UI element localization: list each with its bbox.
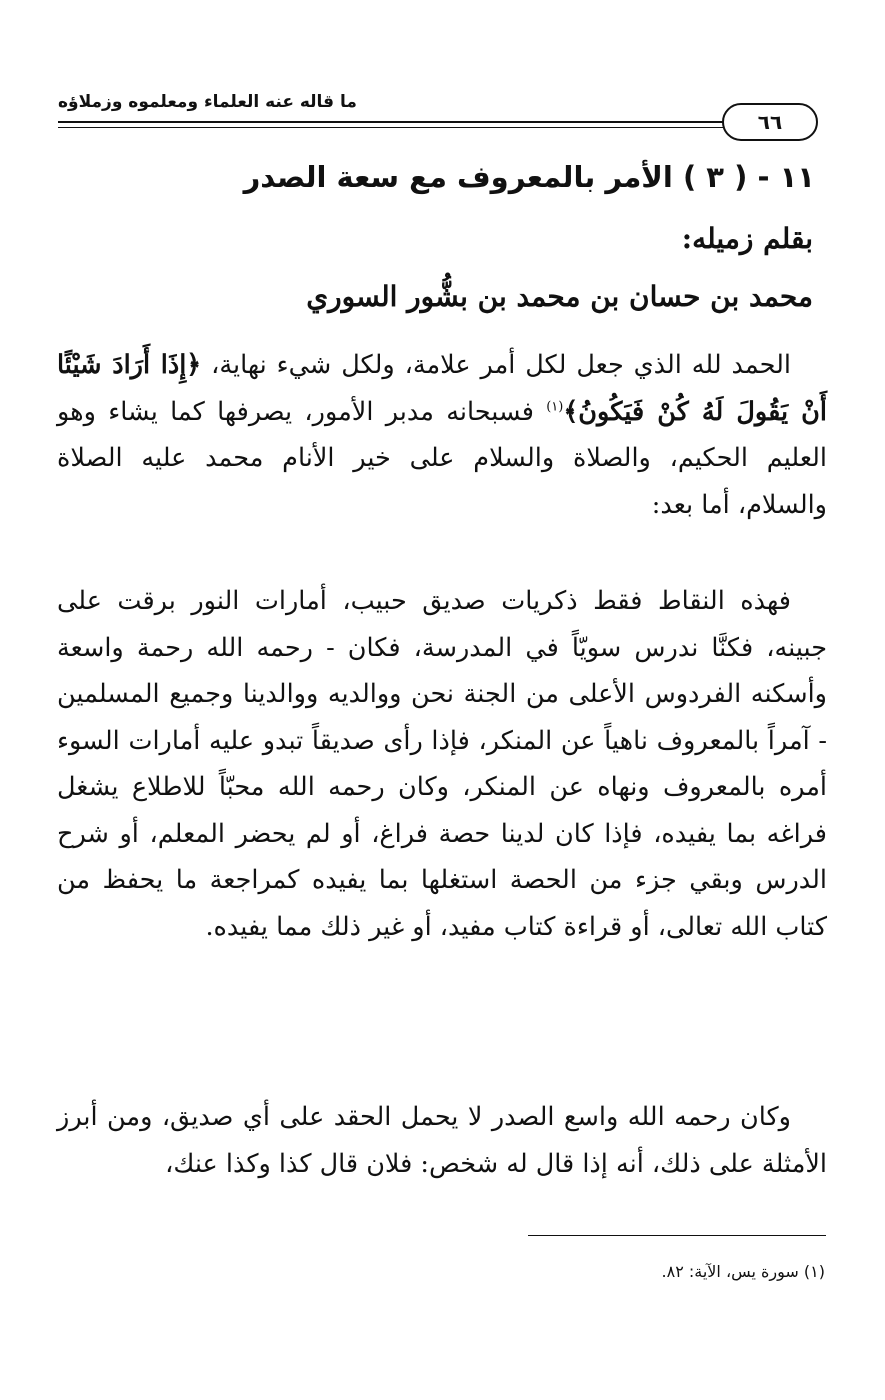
- header-rule-thin: [58, 127, 726, 128]
- running-header: [58, 92, 818, 142]
- page-number-badge: [722, 103, 818, 141]
- author-name: محمد بن حسان بن محمد بن بشُّور السوري: [306, 280, 813, 313]
- quran-verse: ﴿إِذَا أَرَادَ شَيْئًا أَنْ يَقُولَ لَهُ كُنْ فَيَكُونُ﴾: [57, 350, 827, 427]
- intro-rest: فسبحانه مدبر الأمور، يصرفها كما يشاء وهو العليم الحكيم، والصلاة والسلام على خير الأنام محمد عليه الصلاة والسلام، أما بعد:: [57, 396, 827, 520]
- paragraph-open-heart: [57, 1094, 827, 1187]
- header-rule-thick: [58, 121, 726, 123]
- header-title: ما قاله عنه العلماء ومعلموه وزملاؤه: [58, 92, 357, 112]
- footnote-ref: (١): [546, 399, 564, 414]
- paragraph-memories: [57, 578, 827, 950]
- page-number: ٦٦: [757, 110, 783, 134]
- footnote: (١) سورة يس، الآية: ٨٢.: [661, 1262, 825, 1281]
- chapter-heading: ١١ - ( ٣ ) الأمر بالمعروف مع سعة الصدر: [243, 160, 815, 194]
- byline-label: بقلم زميله:: [681, 222, 813, 255]
- footnote-divider: [528, 1235, 826, 1236]
- paragraph-open-heart-text: وكان رحمه الله واسع الصدر لا يحمل الحقد على أي صديق، ومن أبرز الأمثلة على ذلك، أنه إذا قال له شخص: فلان قال كذا وكذا عنك،: [57, 1102, 827, 1179]
- paragraph-intro: [57, 342, 827, 528]
- intro-text: الحمد لله الذي جعل لكل أمر علامة، ولكل شيء نهاية،: [201, 350, 791, 380]
- paragraph-memories-text: فهذه النقاط فقط ذكريات صديق حبيب، أمارات النور برقت على جبينه، فكنَّا ندرس سويّاً في المدرسة، فكان - رحمه الله رحمة واسعة وأسكنه الفردوس الأعلى من الجنة نحن ووالديه ووالدينا وجميع المسلمين - آمراً بالمعروف ناهياً عن المنكر، فإذا رأى صديقاً تبدو عليه أمارات السوء أمره بالمعروف ونهاه عن المنكر، وكان رحمه الله محبّاً للاطلاع يشغل فراغه بما يفيده، فإذا كان لدينا حصة فراغ، أو لم يحضر المعلم، أو شرح الدرس وبقي جزء من الحصة استغلها بما يفيده كمراجعة ما يحفظ من كتاب الله تعالى، أو قراءة كتاب مفيد، أو غير ذلك مما يفيده.: [57, 586, 827, 942]
